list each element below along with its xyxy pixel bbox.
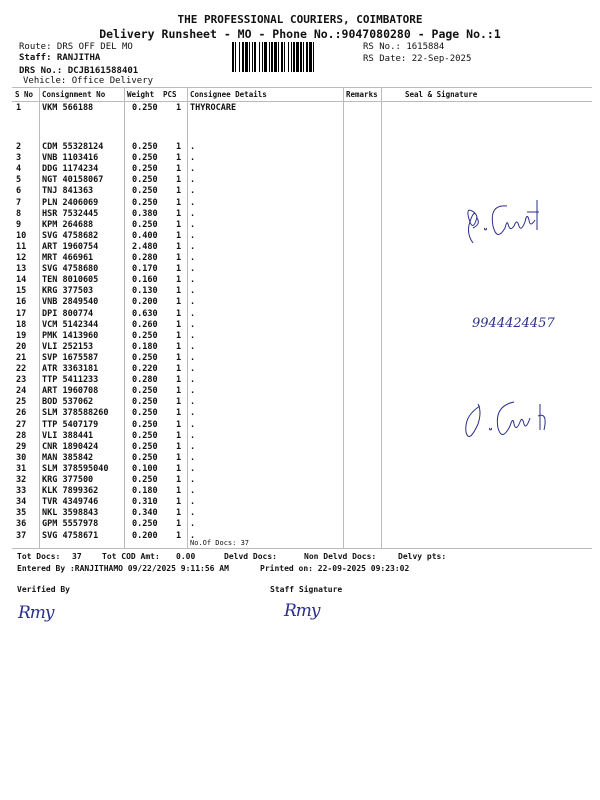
table-row: [0, 253, 600, 264]
seal-signature-1: [455, 198, 565, 248]
cell-pcs: 1: [176, 319, 182, 330]
cell-consignee: .: [190, 397, 196, 408]
cell-consignee: .: [190, 219, 196, 230]
cell-consignment-no: KRG 377503: [42, 286, 94, 297]
cell-consignment-no: VLI 252153: [42, 341, 94, 352]
cell-pcs: 1: [176, 175, 182, 186]
cell-consignment-no: ART 1960754: [42, 241, 99, 252]
cell-consignment-no: SVG 4758680: [42, 264, 99, 275]
cell-consignment-no: SLM 378595040: [42, 463, 109, 474]
cell-pcs: 1: [176, 230, 182, 241]
cell-weight: 0.250: [132, 219, 158, 230]
cell-consignment-no: CNR 1890424: [42, 441, 99, 452]
cell-weight: 0.250: [132, 352, 158, 363]
cell-consignment-no: NGT 40158067: [42, 175, 104, 186]
cell-weight: 0.250: [132, 164, 158, 175]
col-weight: Weight: [127, 90, 155, 99]
cell-consignee: .: [190, 230, 196, 241]
staff-signature-label: Staff Signature: [270, 585, 343, 594]
cell-sno: 24: [16, 386, 27, 397]
cell-consignment-no: KLK 7899362: [42, 486, 99, 497]
cell-sno: 10: [16, 230, 27, 241]
cell-sno: 5: [16, 175, 22, 186]
cell-weight: 0.200: [132, 297, 158, 308]
cell-consignment-no: DPI 800774: [42, 308, 94, 319]
cell-consignment-no: MRT 466961: [42, 253, 94, 263]
cell-weight: 0.250: [132, 153, 158, 164]
cell-pcs: 1: [176, 397, 182, 408]
cell-consignee: .: [190, 508, 196, 519]
cell-weight: 0.250: [132, 330, 158, 341]
vehicle: Vehicle: Office Delivery: [23, 76, 154, 86]
entered-by: Entered By :RANJITHAMO 09/22/2025 9:11:56 AM: [17, 564, 229, 573]
cell-consignee: .: [190, 386, 196, 397]
cell-consignment-no: ATR 3363181: [42, 364, 99, 374]
cell-consignment-no: VKM 566188: [42, 103, 94, 113]
cell-consignee: .: [190, 497, 196, 508]
cell-pcs: 1: [176, 186, 182, 197]
table-row: [0, 486, 600, 497]
cell-pcs: 1: [176, 441, 182, 452]
cell-consignment-no: TTP 5407179: [42, 419, 99, 430]
cell-weight: 0.340: [132, 508, 158, 519]
cell-sno: 11: [16, 241, 27, 252]
cell-pcs: 1: [176, 219, 182, 230]
cell-pcs: 1: [176, 364, 182, 374]
cell-sno: 2: [16, 142, 22, 152]
cell-consignment-no: BOD 537062: [42, 397, 94, 408]
cell-sno: 29: [16, 441, 27, 452]
table-row: [0, 342, 600, 353]
runsheet-subtitle: Delivery Runsheet - MO - Phone No.:9047080280 - Page No.:1: [99, 27, 501, 41]
cell-consignee: .: [190, 463, 196, 474]
route: Route: DRS OFF DEL MO: [19, 42, 133, 52]
seal-signature-2: [460, 398, 570, 446]
cell-consignment-no: SVG 4758682: [42, 230, 99, 241]
cell-pcs: 1: [176, 208, 182, 219]
cell-consignee: .: [190, 275, 196, 286]
table-row: [0, 508, 600, 519]
cell-consignee: .: [190, 186, 196, 197]
cell-consignment-no: CDM 55328124: [42, 142, 104, 152]
cell-consignment-no: SVG 4758671: [42, 530, 99, 541]
table-row: [0, 375, 600, 386]
cell-consignee: .: [190, 153, 196, 164]
cell-sno: 23: [16, 375, 27, 386]
cell-pcs: 1: [176, 286, 182, 297]
cell-weight: 0.400: [132, 230, 158, 241]
cell-pcs: 1: [176, 386, 182, 397]
cell-pcs: 1: [176, 197, 182, 208]
table-row: [0, 497, 600, 508]
cell-weight: 0.250: [132, 197, 158, 208]
cell-pcs: 1: [176, 103, 182, 113]
table-row: [0, 453, 600, 464]
cell-sno: 37: [16, 530, 27, 541]
cell-consignment-no: TEN 8010605: [42, 275, 99, 286]
cell-consignment-no: ART 1960708: [42, 386, 99, 397]
cell-weight: 0.250: [132, 397, 158, 408]
non-delvd-docs: Non Delvd Docs:: [304, 552, 377, 561]
cell-pcs: 1: [176, 241, 182, 252]
cell-weight: 0.180: [132, 486, 158, 497]
cell-pcs: 1: [176, 341, 182, 352]
cell-consignee: .: [190, 341, 196, 352]
cell-sno: 36: [16, 519, 27, 530]
cell-pcs: 1: [176, 475, 182, 485]
table-row: [0, 103, 600, 114]
col-consignment: Consignment No: [42, 90, 106, 99]
cell-sno: 21: [16, 352, 27, 363]
staff-signature: Rmy: [284, 601, 320, 621]
cell-weight: 2.480: [132, 241, 158, 252]
table-header-border: [12, 101, 592, 102]
cell-pcs: 1: [176, 164, 182, 175]
table-row: [0, 264, 600, 275]
cell-pcs: 1: [176, 419, 182, 430]
cell-sno: 26: [16, 408, 27, 419]
cell-consignment-no: DDG 1174234: [42, 164, 99, 175]
cell-consignment-no: VLI 388441: [42, 430, 94, 441]
table-bottom-border: [12, 548, 592, 549]
cell-consignee: .: [190, 364, 196, 374]
cell-weight: 0.250: [132, 419, 158, 430]
cell-consignee: .: [190, 142, 196, 152]
cell-consignment-no: TVR 4349746: [42, 497, 99, 508]
handwritten-phone: 9944424457: [472, 316, 555, 331]
cell-sno: 16: [16, 297, 27, 308]
rs-date: RS Date: 22-Sep-2025: [363, 54, 472, 64]
cell-weight: 0.250: [132, 430, 158, 441]
cell-sno: 20: [16, 341, 27, 352]
barcode-bar: [314, 42, 316, 72]
cell-consignment-no: TNJ 841363: [42, 186, 94, 197]
cell-sno: 14: [16, 275, 27, 286]
cell-consignee: .: [190, 175, 196, 186]
cell-consignee: .: [190, 408, 196, 419]
cell-weight: 0.160: [132, 275, 158, 286]
cell-weight: 0.250: [132, 386, 158, 397]
cell-sno: 13: [16, 264, 27, 275]
cell-consignee: .: [190, 530, 196, 541]
cell-weight: 0.250: [132, 103, 158, 113]
cell-weight: 0.180: [132, 341, 158, 352]
cell-weight: 0.220: [132, 364, 158, 374]
table-row: [0, 475, 600, 486]
cell-consignee: .: [190, 330, 196, 341]
cell-consignee: .: [190, 452, 196, 463]
table-row: [0, 353, 600, 364]
table-row: [0, 164, 600, 175]
cell-pcs: 1: [176, 508, 182, 519]
verified-by-label: Verified By: [17, 585, 70, 594]
cell-weight: 0.250: [132, 441, 158, 452]
col-consignee: Consignee Details: [190, 90, 267, 99]
cell-pcs: 1: [176, 153, 182, 164]
cell-sno: 8: [16, 208, 22, 219]
table-row: [0, 519, 600, 530]
cell-sno: 25: [16, 397, 27, 408]
cell-pcs: 1: [176, 352, 182, 363]
cell-weight: 0.630: [132, 308, 158, 319]
cell-consignee: .: [190, 286, 196, 297]
cell-pcs: 1: [176, 408, 182, 419]
cell-pcs: 1: [176, 142, 182, 152]
no-of-docs: No.Of Docs: 37: [190, 539, 250, 547]
table-row: [0, 275, 600, 286]
cell-pcs: 1: [176, 253, 182, 263]
cell-consignment-no: KRG 377500: [42, 475, 94, 485]
table-row: [0, 386, 600, 397]
table-row: [0, 175, 600, 186]
tot-cod-value: 0.00: [176, 552, 196, 561]
tot-cod-label: Tot COD Amt:: [102, 552, 160, 561]
cell-consignee: .: [190, 419, 196, 430]
col-seal-signature: Seal & Signature: [405, 90, 478, 99]
cell-consignment-no: SLM 378588260: [42, 408, 109, 419]
table-row: [0, 464, 600, 475]
cell-consignee: .: [190, 519, 196, 530]
cell-weight: 0.250: [132, 186, 158, 197]
cell-consignee: .: [190, 264, 196, 275]
cell-consignee: .: [190, 308, 196, 319]
delvd-docs: Delvd Docs:: [224, 552, 277, 561]
cell-weight: 0.260: [132, 319, 158, 330]
cell-sno: 31: [16, 463, 27, 474]
cell-sno: 9: [16, 219, 22, 230]
cell-sno: 1: [16, 103, 22, 113]
cell-weight: 0.250: [132, 519, 158, 530]
cell-weight: 0.250: [132, 142, 158, 152]
printed-on: Printed on: 22-09-2025 09:23:02: [260, 564, 410, 573]
cell-pcs: 1: [176, 375, 182, 386]
cell-weight: 0.310: [132, 497, 158, 508]
table-row: [0, 142, 600, 153]
cell-weight: 0.250: [132, 175, 158, 186]
cell-sno: 15: [16, 286, 27, 297]
barcode: [232, 42, 360, 72]
cell-weight: 0.280: [132, 375, 158, 386]
cell-pcs: 1: [176, 519, 182, 530]
cell-sno: 22: [16, 364, 27, 374]
cell-pcs: 1: [176, 297, 182, 308]
cell-consignee: .: [190, 208, 196, 219]
table-top-border: [12, 87, 592, 88]
cell-consignee: .: [190, 253, 196, 263]
delvy-pts: Delvy pts:: [398, 552, 447, 561]
cell-consignee: .: [190, 241, 196, 252]
cell-sno: 17: [16, 308, 27, 319]
cell-consignment-no: VCM 5142344: [42, 319, 99, 330]
cell-consignment-no: GPM 5557978: [42, 519, 99, 530]
cell-sno: 32: [16, 475, 27, 485]
table-row: [0, 531, 600, 542]
cell-pcs: 1: [176, 486, 182, 497]
cell-consignment-no: PLN 2406069: [42, 197, 99, 208]
cell-sno: 28: [16, 430, 27, 441]
col-remarks: Remarks: [346, 90, 378, 99]
cell-consignment-no: KPM 264688: [42, 219, 94, 230]
cell-consignee: .: [190, 352, 196, 363]
table-row: [0, 331, 600, 342]
cell-pcs: 1: [176, 530, 182, 541]
cell-sno: 35: [16, 508, 27, 519]
table-row: [0, 286, 600, 297]
cell-consignee: .: [190, 475, 196, 485]
verified-by-signature: Rmy: [18, 603, 54, 623]
cell-sno: 6: [16, 186, 22, 197]
cell-consignment-no: VNB 2849540: [42, 297, 99, 308]
cell-weight: 0.250: [132, 452, 158, 463]
cell-consignee: .: [190, 375, 196, 386]
cell-sno: 7: [16, 197, 22, 208]
cell-pcs: 1: [176, 330, 182, 341]
table-row: [0, 297, 600, 308]
rs-number: RS No.: 1615884: [363, 42, 445, 52]
cell-pcs: 1: [176, 275, 182, 286]
cell-consignee: .: [190, 164, 196, 175]
tot-docs-label: Tot Docs:: [17, 552, 61, 561]
col-sno: S No: [15, 90, 34, 99]
cell-consignment-no: TTP 5411233: [42, 375, 99, 386]
cell-sno: 33: [16, 486, 27, 497]
staff: Staff: RANJITHA: [19, 53, 101, 63]
cell-consignee: .: [190, 486, 196, 497]
cell-consignee: .: [190, 297, 196, 308]
cell-pcs: 1: [176, 264, 182, 275]
cell-weight: 0.280: [132, 253, 158, 263]
cell-weight: 0.200: [132, 530, 158, 541]
table-row: [0, 364, 600, 375]
cell-weight: 0.250: [132, 408, 158, 419]
cell-weight: 0.130: [132, 286, 158, 297]
cell-sno: 30: [16, 452, 27, 463]
table-row: [0, 153, 600, 164]
cell-sno: 19: [16, 330, 27, 341]
cell-consignment-no: PMK 1413960: [42, 330, 99, 341]
cell-consignee: THYROCARE: [190, 103, 237, 113]
cell-weight: 0.170: [132, 264, 158, 275]
cell-consignee: .: [190, 319, 196, 330]
cell-pcs: 1: [176, 430, 182, 441]
drs-number: DRS No.: DCJB161588401: [19, 66, 139, 76]
cell-pcs: 1: [176, 308, 182, 319]
cell-pcs: 1: [176, 497, 182, 508]
cell-consignment-no: SVP 1675587: [42, 352, 99, 363]
cell-consignment-no: VNB 1103416: [42, 153, 99, 164]
cell-pcs: 1: [176, 452, 182, 463]
cell-consignment-no: HSR 7532445: [42, 208, 99, 219]
cell-sno: 12: [16, 253, 27, 263]
cell-sno: 27: [16, 419, 27, 430]
cell-weight: 0.250: [132, 475, 158, 485]
cell-consignee: .: [190, 197, 196, 208]
cell-sno: 3: [16, 153, 22, 164]
company-title: THE PROFESSIONAL COURIERS, COIMBATORE: [177, 13, 423, 26]
cell-consignment-no: NKL 3598843: [42, 508, 99, 519]
cell-consignee: .: [190, 441, 196, 452]
col-pcs: PCS: [163, 90, 177, 99]
cell-consignment-no: MAN 385842: [42, 452, 94, 463]
table-row: [0, 186, 600, 197]
tot-docs-value: 37: [72, 552, 82, 561]
cell-weight: 0.100: [132, 463, 158, 474]
cell-sno: 34: [16, 497, 27, 508]
cell-sno: 4: [16, 164, 22, 175]
cell-sno: 18: [16, 319, 27, 330]
cell-weight: 0.380: [132, 208, 158, 219]
cell-consignee: .: [190, 430, 196, 441]
cell-pcs: 1: [176, 463, 182, 474]
